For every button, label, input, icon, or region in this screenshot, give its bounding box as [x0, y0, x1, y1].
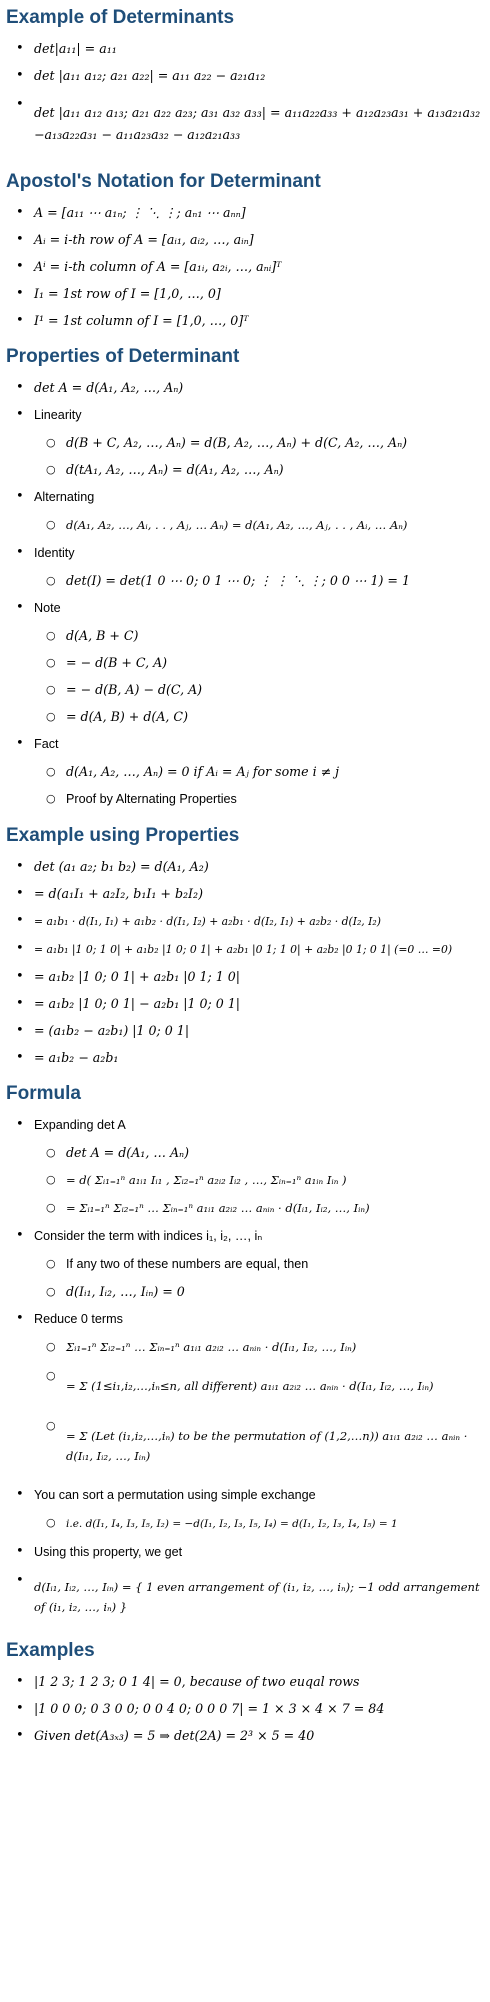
formula: = d(a₁I₁ + a₂I₂, b₁I₁ + b₂I₂) — [34, 886, 203, 901]
sub-item — [66, 708, 484, 725]
list-item — [34, 488, 484, 534]
list-item — [34, 379, 484, 396]
formula: = a₁b₁ · d(I₁, I₁) + a₁b₂ · d(I₁, I₂) + a₂b₁ · d(I₂, I₁) + a₂b₂ · d(I₂, I₂) — [34, 915, 381, 928]
formula: = a₁b₂ |1 0; 0 1| + a₂b₁ |0 1; 1 0| — [34, 969, 241, 984]
formula: = Σ (1≤i₁,i₂,…,iₙ≤n, all different) a₁ᵢ₁ a₂ᵢ₂ … aₙᵢₙ · d(Iᵢ₁, Iᵢ₂, …, Iᵢₙ) — [66, 1379, 434, 1393]
item-label: Note — [34, 601, 61, 615]
formula: det A = d(A₁, … Aₙ) — [66, 1145, 190, 1160]
formula: i.e. d(I₁, I₄, I₃, I₅, I₂) = −d(I₁, I₂, I₃, I₅, I₄) = d(I₁, I₂, I₃, I₄, I₅) = 1 — [66, 1518, 398, 1530]
formula: I₁ = 1st row of I = [1,0, …, 0] — [34, 286, 221, 301]
list-item — [34, 995, 484, 1012]
item-label: Consider the term with indices i₁, i₂, …, iₙ — [34, 1229, 263, 1243]
formula: = a₁b₂ − a₂b₁ — [34, 1050, 119, 1065]
sub-item — [66, 1255, 484, 1273]
formula: = Σ (Let (i₁,i₂,…,iₙ) to be the permutation of (1,2,…n)) a₁ᵢ₁ a₂ᵢ₂ … aₙᵢₙ · d(Iᵢ₁, Iᵢ₂, …, Iᵢₙ) — [66, 1429, 468, 1463]
item-label: Fact — [34, 737, 59, 751]
sub-item — [66, 790, 484, 808]
formula: = a₁b₂ |1 0; 0 1| − a₂b₁ |1 0; 0 1| — [34, 996, 241, 1011]
formula: d(B + C, A₂, …, Aₙ) = d(B, A₂, …, Aₙ) + d(C, A₂, …, Aₙ) — [66, 435, 408, 450]
section-title: Formula — [6, 1083, 81, 1104]
formula: |1 0 0 0; 0 3 0 0; 0 0 4 0; 0 0 0 7| = 1 × 3 × 4 × 7 = 84 — [34, 1701, 385, 1716]
item-label: Using this property, we get — [34, 1545, 183, 1559]
formula: = a₁b₁ |1 0; 1 0| + a₁b₂ |1 0; 0 1| + a₂b₁ |0 1; 1 0| + a₂b₂ |0 1; 0 1| (=0 … =0) — [34, 943, 453, 956]
formula: det|a₁₁| = a₁₁ — [34, 41, 117, 56]
sub-list — [34, 627, 484, 725]
list-item — [34, 1116, 484, 1217]
sub-list — [34, 1514, 484, 1533]
section-title: Example using Properties — [6, 825, 240, 846]
item-list — [6, 204, 484, 329]
formula: = − d(B + C, A) — [66, 655, 168, 670]
formula: = d(A, B) + d(A, C) — [66, 709, 188, 724]
item-label: Expanding det A — [34, 1118, 126, 1132]
sub-item — [66, 681, 484, 698]
sub-list — [34, 434, 484, 478]
list-item — [34, 258, 484, 275]
formula: d(Iᵢ₁, Iᵢ₂, …, Iᵢₙ) = { 1 even arrangement of (i₁, i₂, …, iₙ); −1 odd arrangement of (i₁, i₂, …, iₙ) } — [34, 1580, 480, 1614]
item-list — [6, 40, 484, 154]
formula: det A = d(A₁, A₂, …, Aₙ) — [34, 380, 184, 395]
sub-item — [66, 627, 484, 644]
sub-item — [66, 654, 484, 671]
list-item — [34, 1673, 484, 1690]
sub-item — [66, 516, 484, 534]
sub-item — [66, 1283, 484, 1300]
item-list — [6, 1116, 484, 1623]
section-title: Properties of Determinant — [6, 346, 240, 367]
sub-list — [34, 516, 484, 534]
formula: Σᵢ₁₌₁ⁿ Σᵢ₂₌₁ⁿ … Σᵢₙ₌₁ⁿ a₁ᵢ₁ a₂ᵢ₂ … aₙᵢₙ · d(Iᵢ₁, Iᵢ₂, …, Iᵢₙ) — [66, 1340, 357, 1354]
sub-item — [66, 434, 484, 451]
formula: = (a₁b₂ − a₂b₁) |1 0; 0 1| — [34, 1023, 190, 1038]
section-title: Example of Determinants — [6, 7, 235, 28]
section-examples — [6, 1633, 484, 1744]
sub-list — [34, 572, 484, 589]
list-item — [34, 406, 484, 478]
section-example-using-properties — [6, 818, 484, 1066]
formula: Aᵢ = i-th row of A = [aᵢ₁, aᵢ₂, …, aᵢₙ] — [34, 232, 254, 247]
formula: |1 2 3; 1 2 3; 0 1 4| = 0, because of two euqal rows — [34, 1674, 360, 1689]
section-formula — [6, 1076, 484, 1623]
formula: d(A, B + C) — [66, 628, 139, 643]
sub-list — [34, 763, 484, 808]
list-item — [34, 1727, 484, 1744]
section-properties — [6, 339, 484, 808]
list-item — [34, 312, 484, 329]
formula: = Σᵢ₁₌₁ⁿ Σᵢ₂₌₁ⁿ … Σᵢₙ₌₁ⁿ a₁ᵢ₁ a₂ᵢ₂ … aₙᵢₙ · d(Iᵢ₁, Iᵢ₂, …, Iᵢₙ) — [66, 1201, 370, 1215]
formula: = − d(B, A) − d(C, A) — [66, 682, 203, 697]
item-label: Reduce 0 terms — [34, 1312, 123, 1326]
list-item — [34, 1543, 484, 1561]
sub-item — [66, 1366, 484, 1406]
formula: d(Iᵢ₁, Iᵢ₂, …, Iᵢₙ) = 0 — [66, 1284, 185, 1299]
item-list — [6, 1673, 484, 1744]
section-title: Apostol's Notation for Determinant — [6, 171, 321, 192]
section-apostol-notation — [6, 164, 484, 329]
formula: det |a₁₁ a₁₂ a₁₃; a₂₁ a₂₂ a₂₃; a₃₁ a₃₂ a₃₃| = a₁₁a₂₂a₃₃ + a₁₂a₂₃a₃₁ + a₁₃a₂₁a₃₂ −a₁₃a₂₂a₃₁ − a₁₁a₂₃a₃₂ − a₁₂a₂₁a₃₃ — [34, 105, 481, 142]
list-item — [34, 1310, 484, 1476]
list-item — [34, 599, 484, 725]
list-item — [34, 231, 484, 248]
item-label: Identity — [34, 546, 75, 560]
item-list — [6, 858, 484, 1066]
sub-list — [34, 1255, 484, 1300]
formula: A = [a₁₁ ⋯ a₁ₙ; ⋮ ⋱ ⋮; aₙ₁ ⋯ aₙₙ] — [34, 205, 246, 220]
sub-item — [66, 572, 484, 589]
formula: If any two of these numbers are equal, then — [66, 1257, 309, 1271]
formula: Proof by Alternating Properties — [66, 792, 237, 806]
formula: Aⁱ = i-th column of A = [a₁ᵢ, a₂ᵢ, …, aₙᵢ]ᵀ — [34, 259, 282, 274]
item-label: You can sort a permutation using simple exchange — [34, 1488, 316, 1502]
sub-list — [34, 1338, 484, 1476]
formula: I¹ = 1st column of I = [1,0, …, 0]ᵀ — [34, 313, 249, 328]
sub-list — [34, 1144, 484, 1217]
sub-item — [66, 1514, 484, 1533]
list-item — [34, 940, 484, 958]
list-item — [34, 204, 484, 221]
sub-item — [66, 763, 484, 780]
formula: d(A₁, A₂, …, Aₙ) = 0 if Aᵢ = Aⱼ for some i ≠ j — [66, 764, 340, 779]
list-item — [34, 1486, 484, 1533]
list-item — [34, 912, 484, 930]
list-item — [34, 285, 484, 302]
sub-item — [66, 1416, 484, 1476]
list-item — [34, 885, 484, 902]
item-label: Linearity — [34, 408, 82, 422]
item-label: Alternating — [34, 490, 95, 504]
list-item — [34, 1049, 484, 1066]
sub-item — [66, 1171, 484, 1189]
list-item — [34, 40, 484, 57]
item-list — [6, 379, 484, 808]
list-item — [34, 94, 484, 154]
sub-item — [66, 1199, 484, 1217]
list-item — [34, 858, 484, 875]
list-item — [34, 735, 484, 808]
sub-item — [66, 461, 484, 478]
list-item — [34, 968, 484, 985]
formula: Given det(A₃ₓ₃) = 5 ⇒ det(2A) = 2³ × 5 = 40 — [34, 1728, 315, 1743]
formula: det(I) = det(1 0 ⋯ 0; 0 1 ⋯ 0; ⋮ ⋮ ⋱ ⋮; 0 0 ⋯ 1) = 1 — [66, 573, 410, 588]
list-item — [34, 1227, 484, 1300]
sub-item — [66, 1338, 484, 1356]
list-item — [34, 1571, 484, 1623]
list-item — [34, 1022, 484, 1039]
formula: = d( Σᵢ₁₌₁ⁿ a₁ᵢ₁ Iᵢ₁ , Σᵢ₂₌₁ⁿ a₂ᵢ₂ Iᵢ₂ , …, Σᵢₙ₌₁ⁿ a₁ᵢₙ Iᵢₙ ) — [66, 1173, 347, 1187]
list-item — [34, 67, 484, 84]
formula: d(tA₁, A₂, …, Aₙ) = d(A₁, A₂, …, Aₙ) — [66, 462, 284, 477]
sub-item — [66, 1144, 484, 1161]
formula: det (a₁ a₂; b₁ b₂) = d(A₁, A₂) — [34, 859, 209, 874]
section-title: Examples — [6, 1640, 95, 1661]
section-example-of-determinants — [6, 0, 484, 154]
formula: d(A₁, A₂, …, Aᵢ, . . , Aⱼ, … Aₙ) = d(A₁, A₂, …, Aⱼ, . . , Aᵢ, … Aₙ) — [66, 518, 408, 532]
list-item — [34, 1700, 484, 1717]
formula: det |a₁₁ a₁₂; a₂₁ a₂₂| = a₁₁ a₂₂ − a₂₁a₁₂ — [34, 68, 266, 83]
list-item — [34, 544, 484, 589]
